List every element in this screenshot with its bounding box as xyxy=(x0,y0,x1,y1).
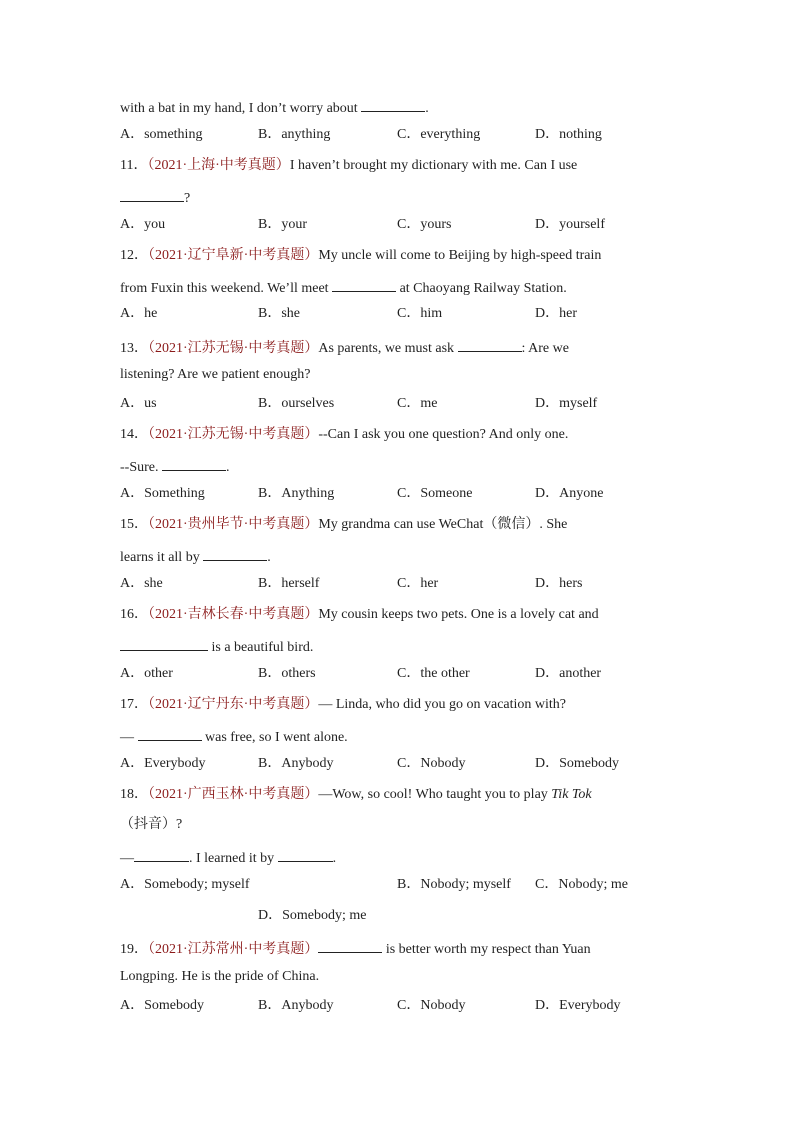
q10-stem: with a bat in my hand, I don’t worry about . xyxy=(120,97,429,118)
question-number: 17． xyxy=(120,697,148,712)
q14-stem: 14．（2021·江苏无锡·中考真题）--Can I ask you one question? And only one. xyxy=(120,427,569,442)
q17-stem-line2: — was free, so I went alone. xyxy=(120,726,348,747)
q17-option-c[interactable]: C．Nobody xyxy=(397,756,466,771)
question-source: （2021·辽宁丹东·中考真题） xyxy=(148,697,319,712)
q13-option-a[interactable]: A．us xyxy=(120,396,157,411)
q15-option-b[interactable]: B．herself xyxy=(258,576,320,591)
q11-option-d[interactable]: D．yourself xyxy=(535,217,605,232)
question-source: （2021·上海·中考真题） xyxy=(147,158,290,173)
q12-option-b[interactable]: B．she xyxy=(258,306,300,321)
answer-blank xyxy=(332,277,396,292)
q10-option-a[interactable]: A．something xyxy=(120,127,203,142)
question-source: （2021·广西玉林·中考真题） xyxy=(148,787,319,802)
q11-option-a[interactable]: A．you xyxy=(120,217,166,232)
q19-option-c[interactable]: C．Nobody xyxy=(397,998,466,1013)
q12-option-d[interactable]: D．her xyxy=(535,306,577,321)
question-number: 18． xyxy=(120,787,148,802)
answer-blank xyxy=(120,187,184,202)
question-number: 13． xyxy=(120,341,148,356)
q13-option-d[interactable]: D．myself xyxy=(535,396,598,411)
q17-option-d[interactable]: D．Somebody xyxy=(535,756,619,771)
q13-stem: 13．（2021·江苏无锡·中考真题）As parents, we must ask : Are we xyxy=(120,337,569,358)
q16-option-c[interactable]: C．the other xyxy=(397,666,470,681)
q19-option-d[interactable]: D．Everybody xyxy=(535,998,621,1013)
question-source: （2021·江苏无锡·中考真题） xyxy=(148,427,319,442)
question-number: 11． xyxy=(120,158,148,173)
answer-blank xyxy=(361,97,425,112)
question-number: 19． xyxy=(120,942,148,957)
question-source: （2021·江苏常州·中考真题） xyxy=(148,942,319,957)
q19-stem: 19．（2021·江苏常州·中考真题） is better worth my respect than Yuan xyxy=(120,938,591,959)
q18-option-d[interactable]: D．Somebody; me xyxy=(258,908,367,923)
q16-option-a[interactable]: A．other xyxy=(120,666,173,681)
answer-blank xyxy=(134,847,189,862)
answer-blank xyxy=(318,938,382,953)
q18-stem-line2: （抖音）? xyxy=(120,817,183,832)
q13-option-c[interactable]: C．me xyxy=(397,396,438,411)
q14-option-c[interactable]: C．Someone xyxy=(397,486,473,501)
q11-stem-line2: ? xyxy=(120,187,190,208)
q19-option-b[interactable]: B．Anybody xyxy=(258,998,334,1013)
q19-option-a[interactable]: A．Somebody xyxy=(120,998,204,1013)
question-source: （2021·吉林长春·中考真题） xyxy=(148,607,319,622)
q11-option-c[interactable]: C．yours xyxy=(397,217,452,232)
q14-option-a[interactable]: A．Something xyxy=(120,486,205,501)
question-source: （2021·辽宁阜新·中考真题） xyxy=(148,248,319,263)
q11-option-b[interactable]: B．your xyxy=(258,217,307,232)
answer-blank xyxy=(458,337,522,352)
q15-option-d[interactable]: D．hers xyxy=(535,576,583,591)
question-source: （2021·贵州毕节·中考真题） xyxy=(148,517,319,532)
q17-option-b[interactable]: B．Anybody xyxy=(258,756,334,771)
q16-option-d[interactable]: D．another xyxy=(535,666,602,681)
q14-option-d[interactable]: D．Anyone xyxy=(535,486,604,501)
q15-option-a[interactable]: A．she xyxy=(120,576,163,591)
q18-stem-line3: — . I learned it by . xyxy=(120,847,336,868)
q10-option-d[interactable]: D．nothing xyxy=(535,127,602,142)
q18-stem: 18．（2021·广西玉林·中考真题）—Wow, so cool! Who taught you to play Tik Tok xyxy=(120,787,592,802)
answer-blank xyxy=(203,546,267,561)
answer-blank xyxy=(138,726,202,741)
q10-option-c[interactable]: C．everything xyxy=(397,127,481,142)
q18-option-a[interactable]: A．Somebody; myself xyxy=(120,877,250,892)
q13-stem-line2: listening? Are we patient enough? xyxy=(120,367,311,382)
q15-option-c[interactable]: C．her xyxy=(397,576,439,591)
answer-blank xyxy=(162,456,226,471)
q18-option-c[interactable]: C．Nobody; me xyxy=(535,877,628,892)
question-source: （2021·江苏无锡·中考真题） xyxy=(148,341,319,356)
question-number: 12． xyxy=(120,248,148,263)
q14-option-b[interactable]: B．Anything xyxy=(258,486,335,501)
question-number: 15． xyxy=(120,517,148,532)
q16-stem-line2: is a beautiful bird. xyxy=(120,636,313,657)
q18-option-b[interactable]: B．Nobody; myself xyxy=(397,877,511,892)
q11-stem: 11．（2021·上海·中考真题）I haven’t brought my dictionary with me. Can I use xyxy=(120,158,578,173)
question-number: 14． xyxy=(120,427,148,442)
q10-option-b[interactable]: B．anything xyxy=(258,127,331,142)
question-number: 16． xyxy=(120,607,148,622)
q19-stem-line2: Longping. He is the pride of China. xyxy=(120,969,320,984)
q14-stem-line2: --Sure. . xyxy=(120,456,230,477)
q15-stem-line2: learns it all by . xyxy=(120,546,271,567)
q12-stem: 12．（2021·辽宁阜新·中考真题）My uncle will come to Beijing by high-speed train xyxy=(120,248,602,263)
q12-stem-line2: from Fuxin this weekend. We’ll meet at Chaoyang Railway Station. xyxy=(120,277,567,298)
q17-option-a[interactable]: A．Everybody xyxy=(120,756,206,771)
q17-stem: 17．（2021·辽宁丹东·中考真题）— Linda, who did you go on vacation with? xyxy=(120,697,567,712)
q16-stem: 16．（2021·吉林长春·中考真题）My cousin keeps two pets. One is a lovely cat and xyxy=(120,607,599,622)
q15-stem: 15．（2021·贵州毕节·中考真题）My grandma can use WeChat（微信）. She xyxy=(120,517,568,532)
answer-blank xyxy=(120,636,208,651)
q12-option-a[interactable]: A．he xyxy=(120,306,158,321)
q12-option-c[interactable]: C．him xyxy=(397,306,443,321)
answer-blank xyxy=(278,847,333,862)
q13-option-b[interactable]: B．ourselves xyxy=(258,396,335,411)
q16-option-b[interactable]: B．others xyxy=(258,666,316,681)
